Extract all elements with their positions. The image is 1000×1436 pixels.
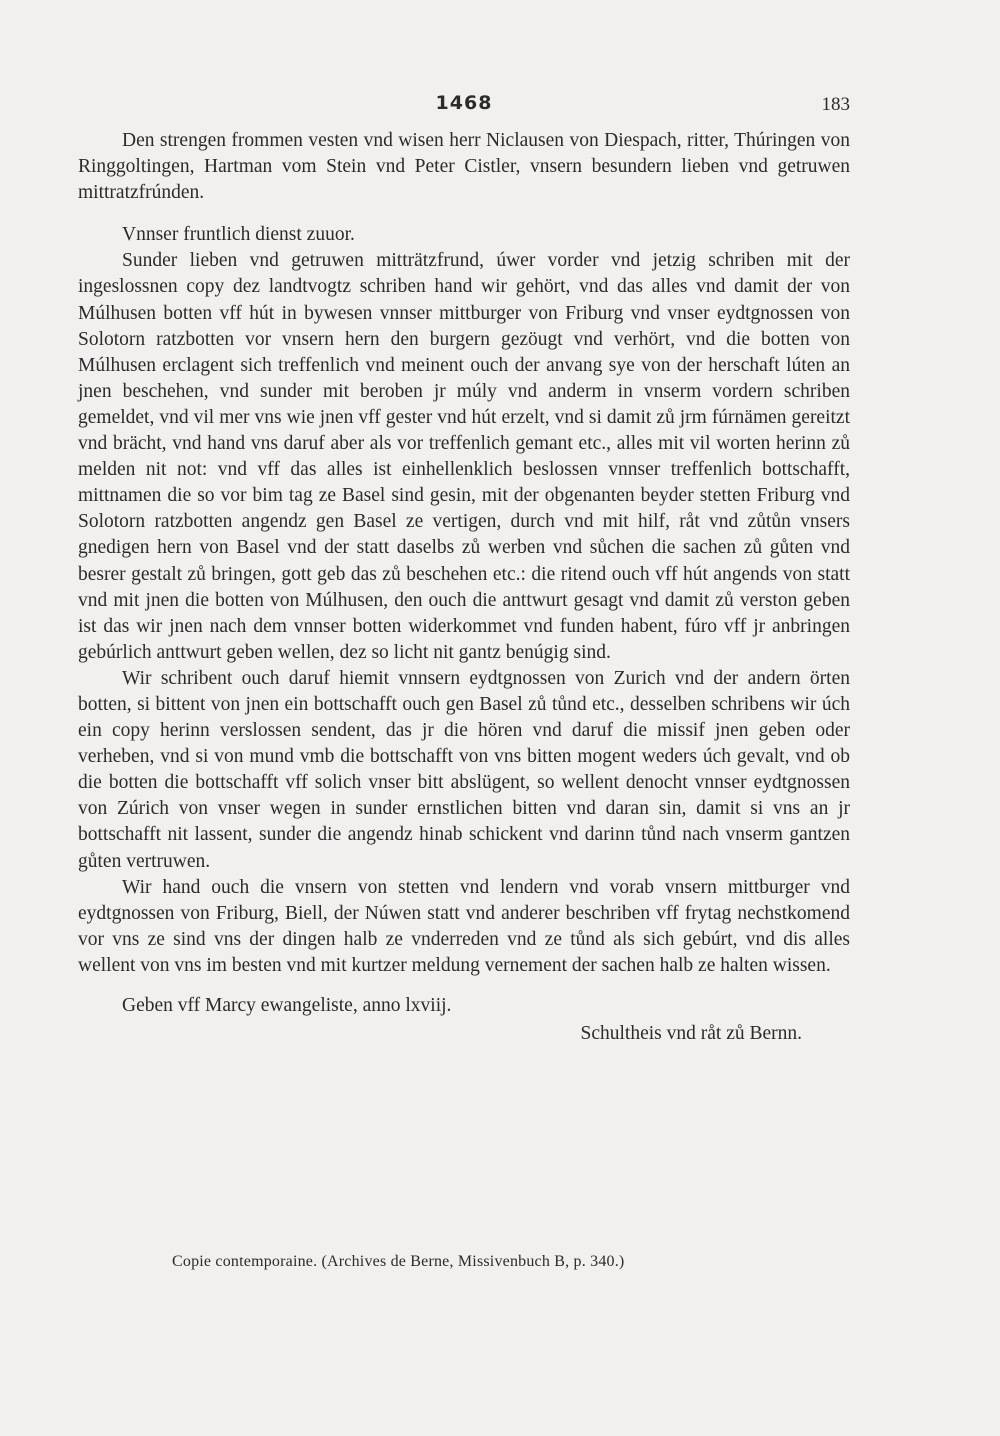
letter-closing: Geben vff Marcy ewangeliste, anno lxviij.: [122, 995, 452, 1016]
letter-paragraph-3: Wir hand ouch die vnsern von stetten vnd lendern vnd vorab vnsern mittburger vnd eydtgnossen von Friburg, Biell, der Núwen statt vnd anderer beschriben vff frytag nechstkomend vor vns ze sind vns der dingen halb ze vnderreden vnd ze tůnd als sich gebúrt, vnd dis alles wellent von vns im besten vnd mit kurtzer meldung vernement der sachen halb ze halten wissen.: [78, 876, 850, 976]
page-number: 183: [821, 94, 850, 115]
year-heading: 1468: [435, 92, 493, 114]
letter-paragraph-2: Wir schribent ouch daruf hiemit vnnsern eydtgnossen von Zurich vnd der andern örten botten, si bittent von jnen ein bottschafft ouch gen Basel zů tůnd etc., desselben schribens wir úch ein copy herinn verslossen sendent, das jr die hören vnd daruf die missif jnen geben oder verheben, vnd si von mund vmb die bottschafft von vns bitten mogent weders úch gevalt, vnd ob die botten die bottschafft vff solich vnser bitt abslügent, so wellent denocht vnnser eydtgnossen von Zúrich von vnser wegen in sunder ernstlichen bitten vnd daran sin, damit si vns an jr bottschafft nit lassent, sunder die angendz hinab schickent vnd darinn tůnd nach vnserm gantzen gůten vertruwen.: [78, 667, 850, 872]
running-head: [78, 92, 850, 120]
letter-greeting: Vnnser fruntlich dienst zuuor.: [122, 224, 355, 246]
letter-address: Den strengen frommen vesten vnd wisen herr Niclausen von Diespach, ritter, Thúringen von Ringgoltingen, Hartman vom Stein vnd Peter Cistler, vnsern besundern lieben vnd getruwen mittratzfrúnden.: [78, 130, 850, 204]
letter-body: [78, 128, 850, 1047]
source-note: Copie contemporaine. (Archives de Berne, Missivenbuch B, p. 340.): [172, 1253, 625, 1270]
letter-signature: Schultheis vnd råt zů Bernn.: [580, 1023, 802, 1045]
letter-paragraph-1: Sunder lieben vnd getruwen mitträtzfrund, úwer vorder vnd jetzig schriben mit der ingeslossnen copy dez landtvogtz schriben hand wir gehört, vnd das alles vnd damit der von Múlhusen botten vff hút in bywesen vnnser mittburger von Friburg vnd vnser eydtgnossen von Solotorn ratzbotten vor vnsern hern den burgern gezöugt vnd verhört, vnd die botten von Múlhusen erclagent sich treffenlich vnd meinent ouch der anvang sye von der herschaft lúten an jnen beschehen, vnd sunder mit beroben jr múly vnd anderm in vnserm vordern schriben gemeldet, vnd vil mer vns wie jnen vff gester vnd hút erzelt, vnd si damit zů jrm fúrnämen gereitzt vnd brächt, vnd hand vns daruf aber als vor treffenlich gemant etc., alles mit vil worten herinn zů melden nit not: vnd vff das alles ist einhellenklich beslossen vnnser treffenlich bottschafft, mittnamen die so vor bim tag ze Basel sind gesin, mit der obgenanten beyder stetten Friburg vnd Solotorn ratzbotten angendz gen Basel ze vertigen, durch vnd mit hilf, råt vnd zůtůn vnsers gnedigen hern von Basel vnd der statt daselbs zů werben vnd sůchen die sachen zů gůten vnd besrer gestalt zů bringen, gott geb das zů beschehen etc.: die ritend ouch vff hút angends von statt vnd mit jnen die botten von Múlhusen, den ouch die anttwurt gesagt vnd damit zů verston geben ist das wir jnen nach dem vnnser botten widerkommet vnd funden habent, fúro vff jr anbringen gebúrlich anttwurt geben wellen, dez so licht nit gantz benúgig sind.: [78, 250, 850, 663]
